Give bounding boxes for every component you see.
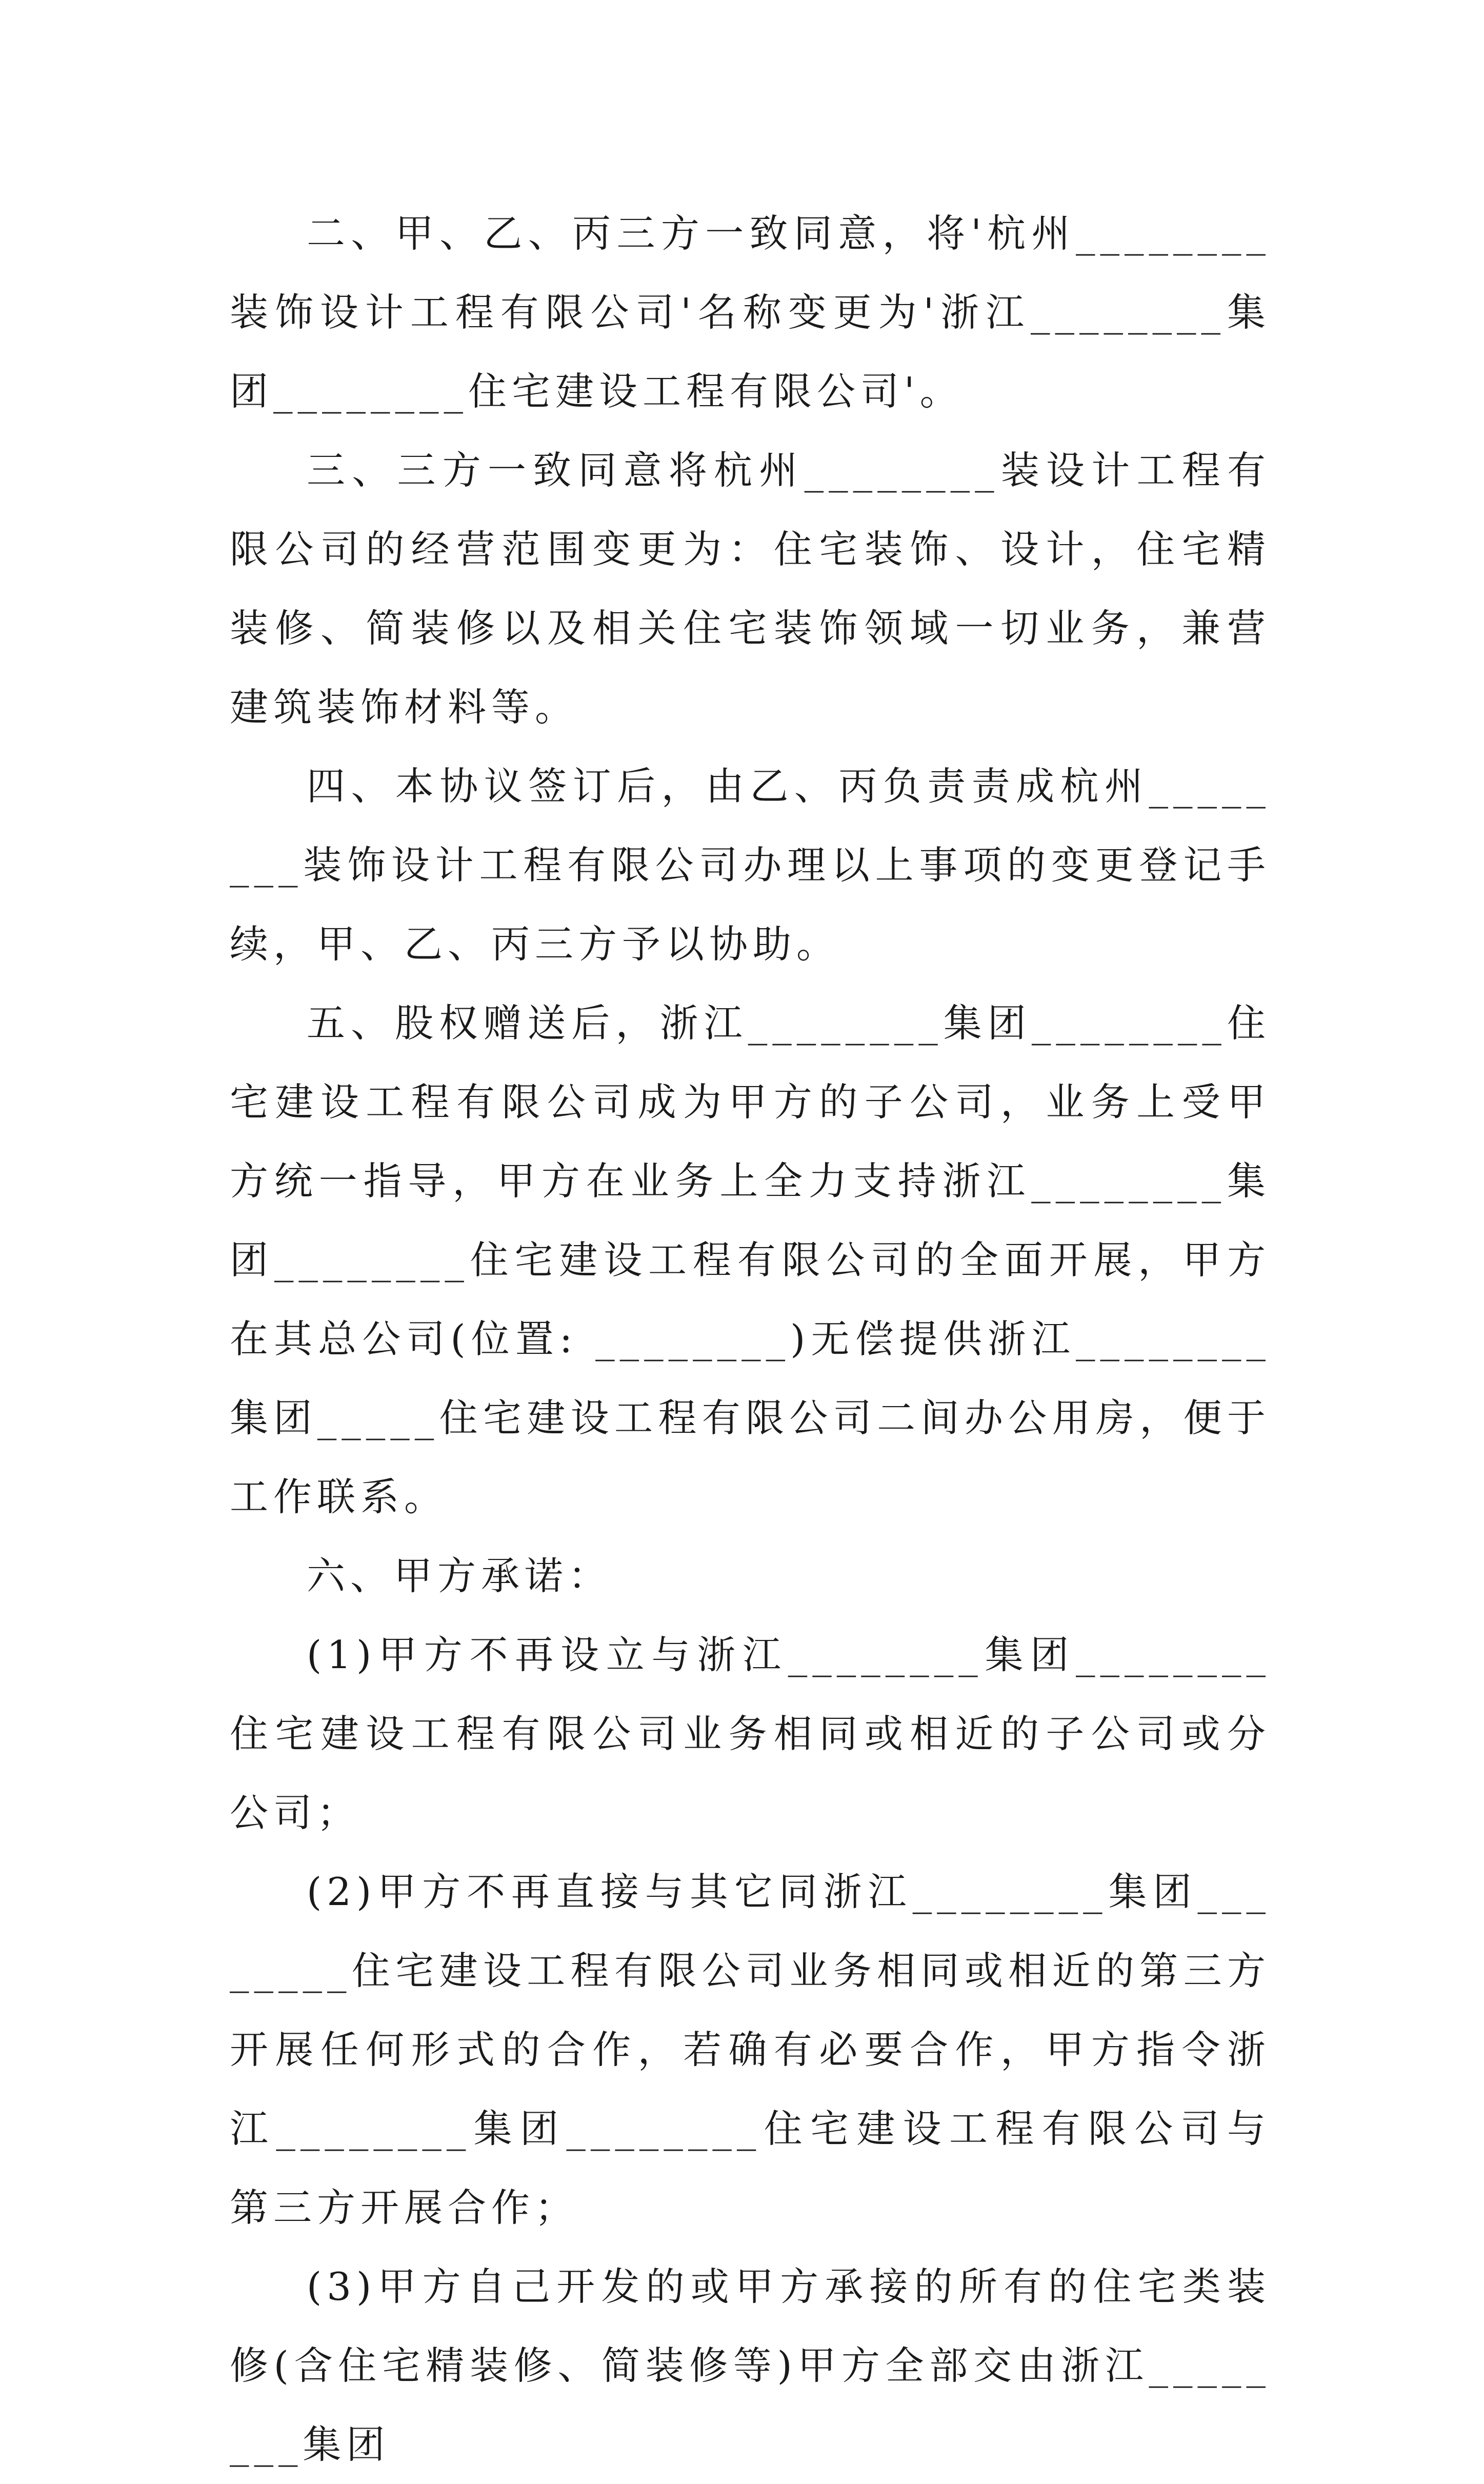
clause-5-equity-transfer: 五、股权赠送后，浙江________集团________住宅建设工程有限公司成为甲方的子公司，业务上受甲方统一指导，甲方在业务上全力支持浙江________集团________住宅建设工程有限公司的全面开展，甲方在其总公司(位置: ________)无偿提供浙江________集团_____住宅建设工程有限公司二间办公用房，便于工作联系。	[230, 1000, 1271, 1519]
clause-6-item-2: (2)甲方不再直接与其它同浙江________集团________住宅建设工程有限公司业务相同或相近的第三方开展任何形式的合作，若确有必要合作，甲方指令浙江________集团________住宅建设工程有限公司与第三方开展合作；	[230, 1869, 1271, 2230]
clause-4-registration: 四、本协议签订后，由乙、丙负责责成杭州________装饰设计工程有限公司办理以上事项的变更登记手续，甲、乙、丙三方予以协助。	[230, 764, 1271, 967]
clause-3-business-scope: 三、三方一致同意将杭州________装设计工程有限公司的经营范围变更为：住宅装饰、设计，住宅精装修、简装修以及相关住宅装饰领域一切业务，兼营建筑装饰材料等。	[230, 448, 1271, 730]
clause-6-item-1: (1)甲方不再设立与浙江________集团________住宅建设工程有限公司业务相同或相近的子公司或分公司；	[230, 1632, 1271, 1835]
document-body	[230, 194, 1271, 2484]
clause-6-item-3: (3)甲方自己开发的或甲方承接的所有的住宅类装修(含住宅精装修、简装修等)甲方全部交由浙江________集团	[230, 2264, 1271, 2467]
clause-6-heading: 六、甲方承诺：	[307, 1553, 612, 1598]
clause-2-name-change: 二、甲、乙、丙三方一致同意，将'杭州________装饰设计工程有限公司'名称变更为'浙江________集团________住宅建设工程有限公司'。	[230, 211, 1271, 414]
